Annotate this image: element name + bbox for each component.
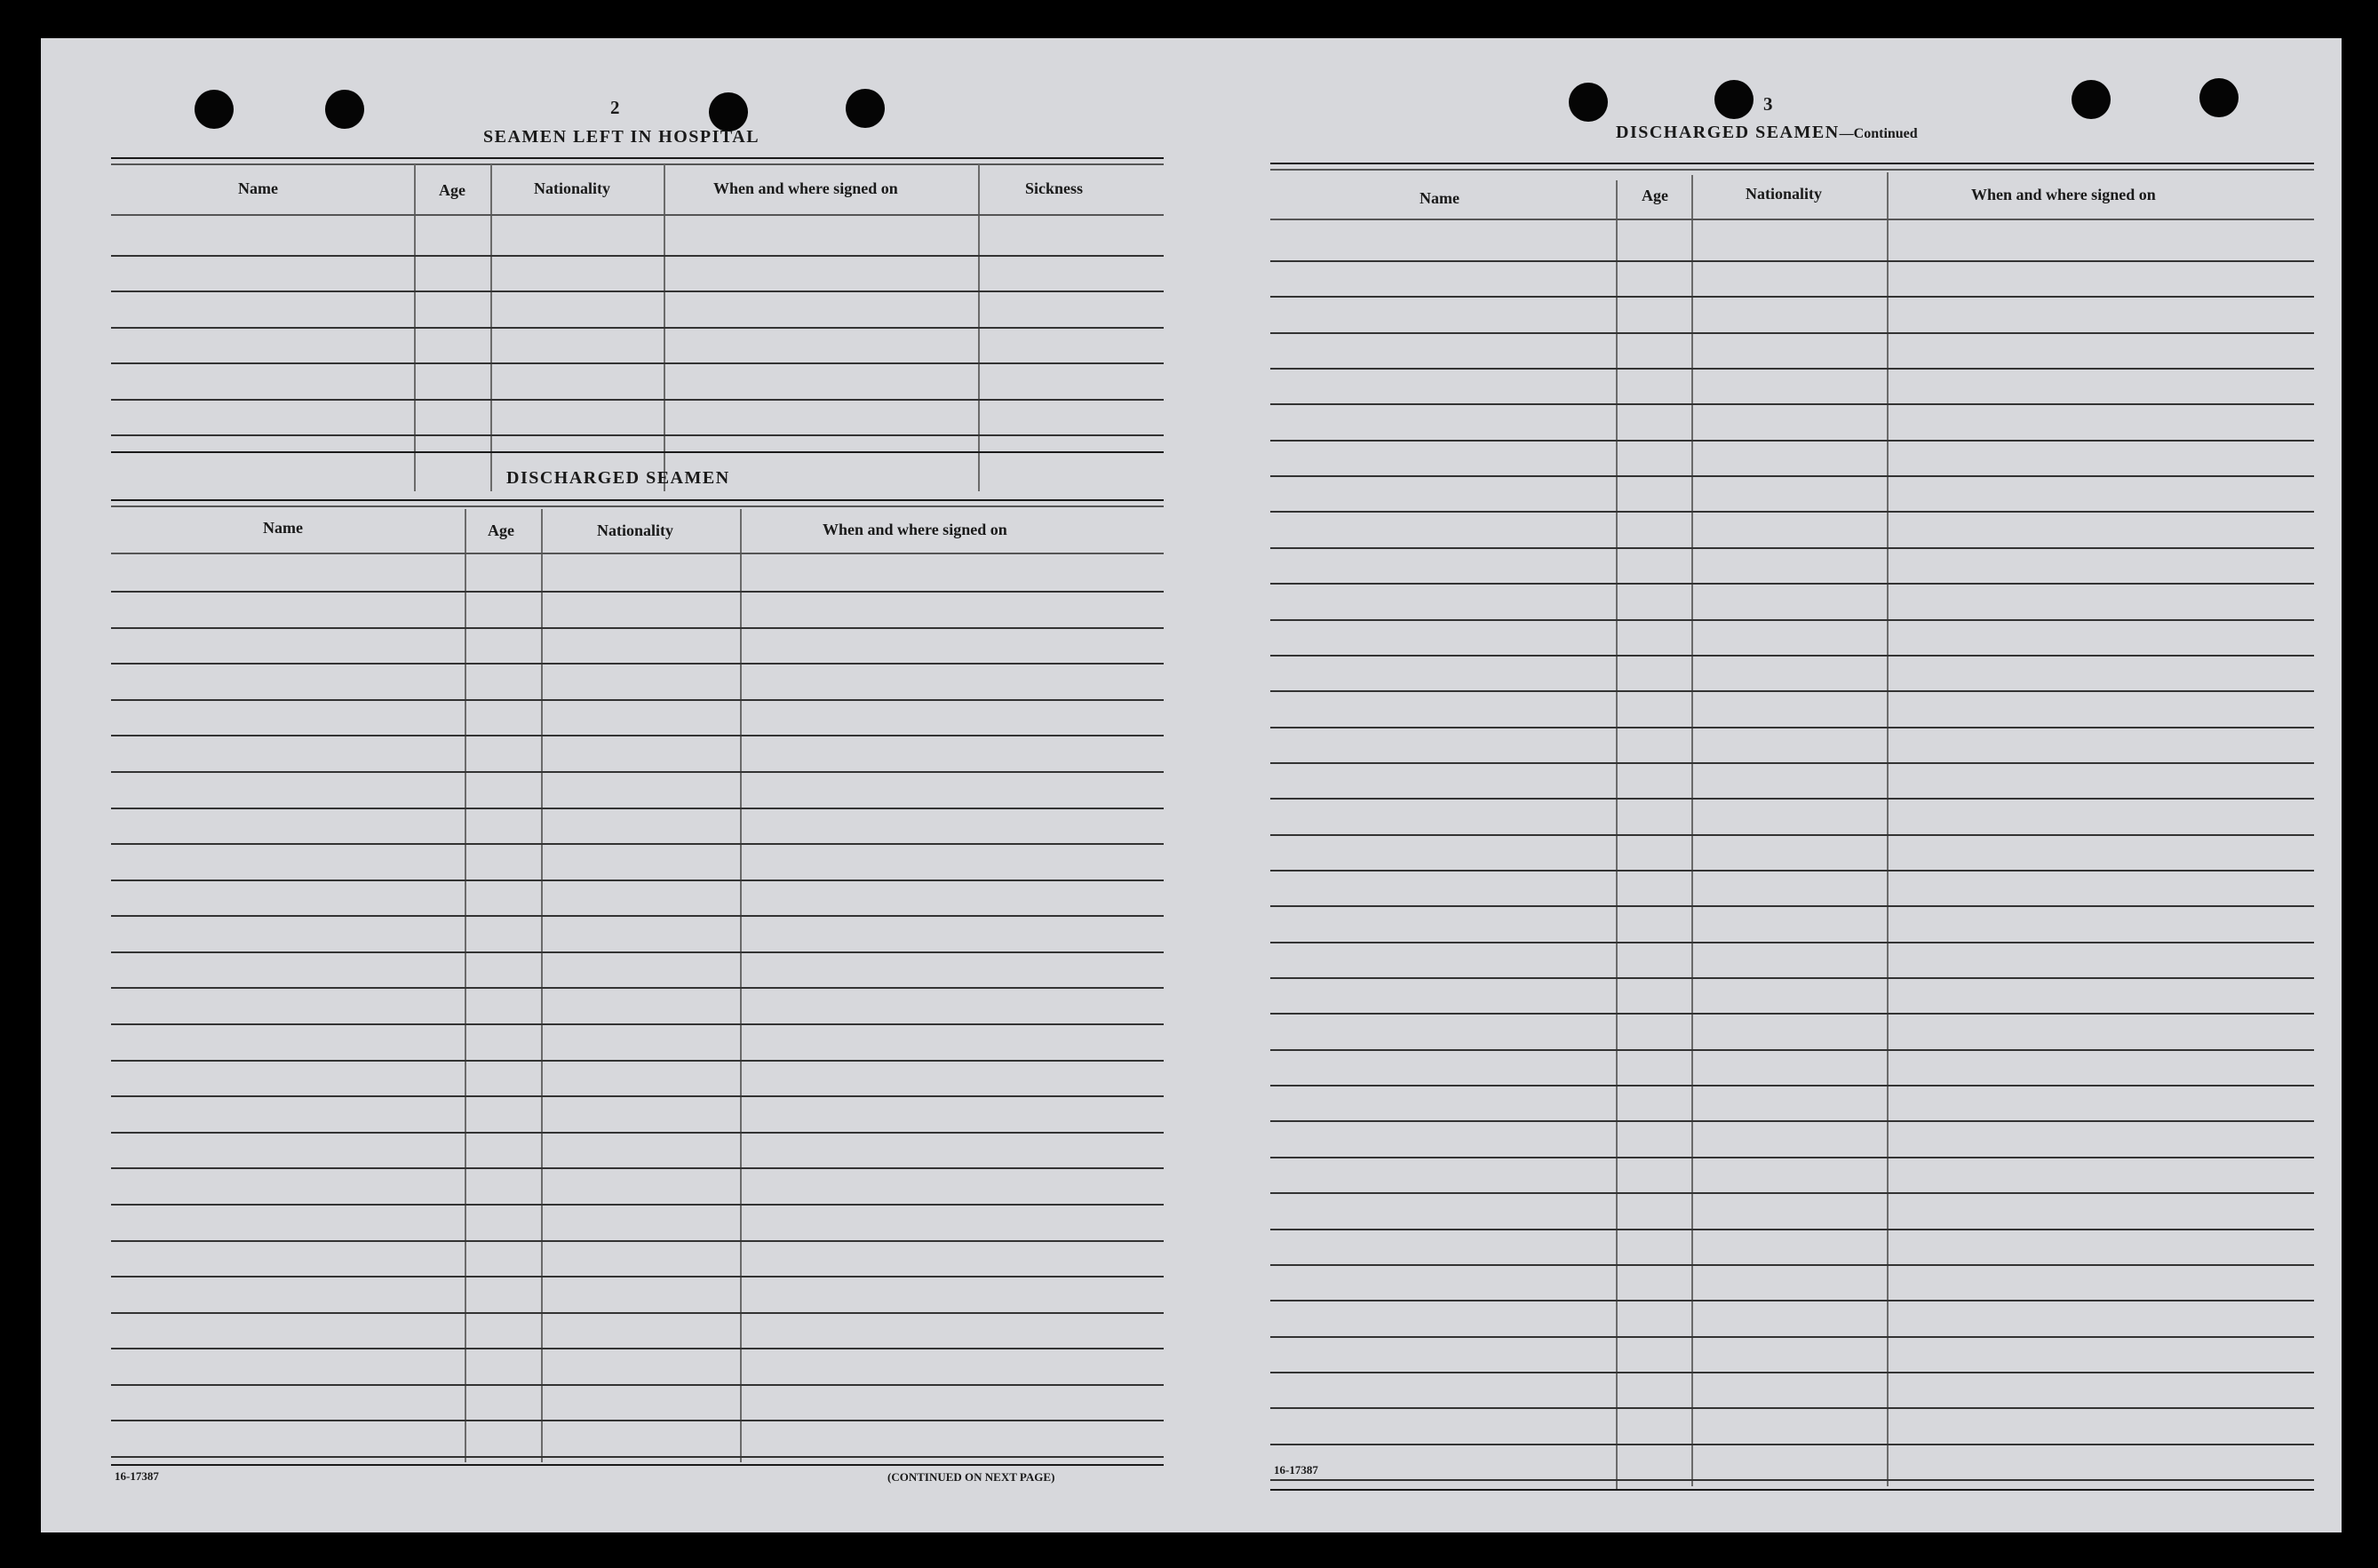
table-top-rule [1270,163,2314,164]
table-row [1270,1049,2314,1051]
table-row [1270,942,2314,943]
table-row [111,1456,1164,1458]
table-top-rule [111,163,1164,165]
table-row [1270,403,2314,405]
page-number: 2 [610,97,620,118]
table-bottom-rule [111,451,1164,453]
section-title-discharged-continued [1616,123,1918,143]
table-row [1270,1192,2314,1194]
column-header-nationality: Nationality [597,521,674,539]
table-top-rule [111,505,1164,507]
table-row [1270,475,2314,477]
form-number: 16-17387 [115,1469,159,1483]
table-row [1270,260,2314,262]
table-row [1270,1229,2314,1230]
table-row [111,255,1164,257]
table-row [111,987,1164,989]
table-row [111,362,1164,364]
column-header-age: Age [439,181,465,199]
table-row [1270,1372,2314,1373]
table-row [111,663,1164,665]
table-row [1270,798,2314,800]
table-row [1270,727,2314,728]
table-row [111,1132,1164,1134]
table-row [1270,905,2314,907]
document-sheet [41,38,2342,1532]
binder-hole [1569,83,1608,122]
column-header-nationality: Nationality [1746,185,1823,203]
table-row [111,1276,1164,1277]
header-underline [111,553,1164,554]
table-row [1270,511,2314,513]
table-row [1270,977,2314,979]
table-row [111,327,1164,329]
section-title-text: DISCHARGED SEAMEN [1616,123,1840,142]
column-header-name: Name [263,519,303,537]
form-number: 16-17387 [1274,1463,1318,1476]
table-row [1270,1013,2314,1015]
table-row [111,843,1164,845]
table-row [111,1348,1164,1349]
binder-hole [2072,80,2111,119]
table-row [1270,1085,2314,1086]
table-row [111,699,1164,701]
binder-hole [1714,80,1754,119]
table-row [1270,834,2314,836]
table-top-rule [1270,169,2314,171]
table-top-rule [111,499,1164,501]
column-divider [740,509,742,1462]
section-title-hospital: SEAMEN LEFT IN HOSPITAL [483,127,760,147]
table-row [1270,690,2314,692]
table-row [111,1060,1164,1062]
table-row [111,434,1164,436]
table-row [111,808,1164,809]
table-row [1270,1336,2314,1338]
table-row [1270,655,2314,657]
column-header-sickness: Sickness [1025,179,1084,197]
table-row [111,627,1164,629]
column-header-nationality: Nationality [534,179,611,197]
column-header-name: Name [1420,189,1459,207]
page-number: 3 [1763,93,1773,115]
table-row [1270,332,2314,334]
table-bottom-rule [111,1464,1164,1466]
table-row [111,1240,1164,1242]
column-header-signed-on: When and where signed on [1971,186,2156,203]
table-row [1270,1264,2314,1266]
table-row [1270,762,2314,764]
column-header-age: Age [1642,187,1668,204]
header-underline [1270,219,2314,220]
header-underline [111,214,1164,216]
table-row [111,1384,1164,1386]
table-row [111,951,1164,953]
column-divider [541,509,543,1462]
table-row [1270,547,2314,549]
column-divider [1691,175,1693,1486]
table-row [1270,1407,2314,1409]
table-row [1270,1157,2314,1158]
table-row [111,1167,1164,1169]
section-title-discharged: DISCHARGED SEAMEN [506,468,730,488]
column-header-signed-on: When and where signed on [823,521,1007,538]
table-row [111,1095,1164,1097]
table-row [1270,619,2314,621]
table-row [1270,440,2314,442]
table-row [111,399,1164,401]
table-row [1270,1300,2314,1301]
table-row [111,1204,1164,1206]
continued-note: (CONTINUED ON NEXT PAGE) [887,1470,1055,1484]
binder-hole [195,90,234,129]
binder-hole [846,89,885,128]
table-top-rule [111,157,1164,159]
binder-hole [325,90,364,129]
table-row [1270,870,2314,872]
table-row [1270,1479,2314,1481]
table-bottom-rule [1270,1489,2314,1491]
table-row [111,1023,1164,1025]
table-row [111,291,1164,292]
column-divider [465,509,466,1462]
table-row [111,915,1164,917]
table-row [111,880,1164,881]
binder-hole [2199,78,2239,117]
column-header-name: Name [238,179,278,197]
table-row [111,1312,1164,1314]
table-row [1270,296,2314,298]
section-title-suffix: —Continued [1839,126,1918,141]
binder-hole [709,92,748,131]
table-row [111,1420,1164,1421]
table-row [1270,583,2314,585]
table-row [111,735,1164,736]
table-row [111,771,1164,773]
table-row [1270,1120,2314,1122]
table-row [111,591,1164,593]
table-row [1270,368,2314,370]
table-row [1270,1444,2314,1445]
column-header-age: Age [488,521,514,539]
column-header-signed-on: When and where signed on [713,179,898,197]
